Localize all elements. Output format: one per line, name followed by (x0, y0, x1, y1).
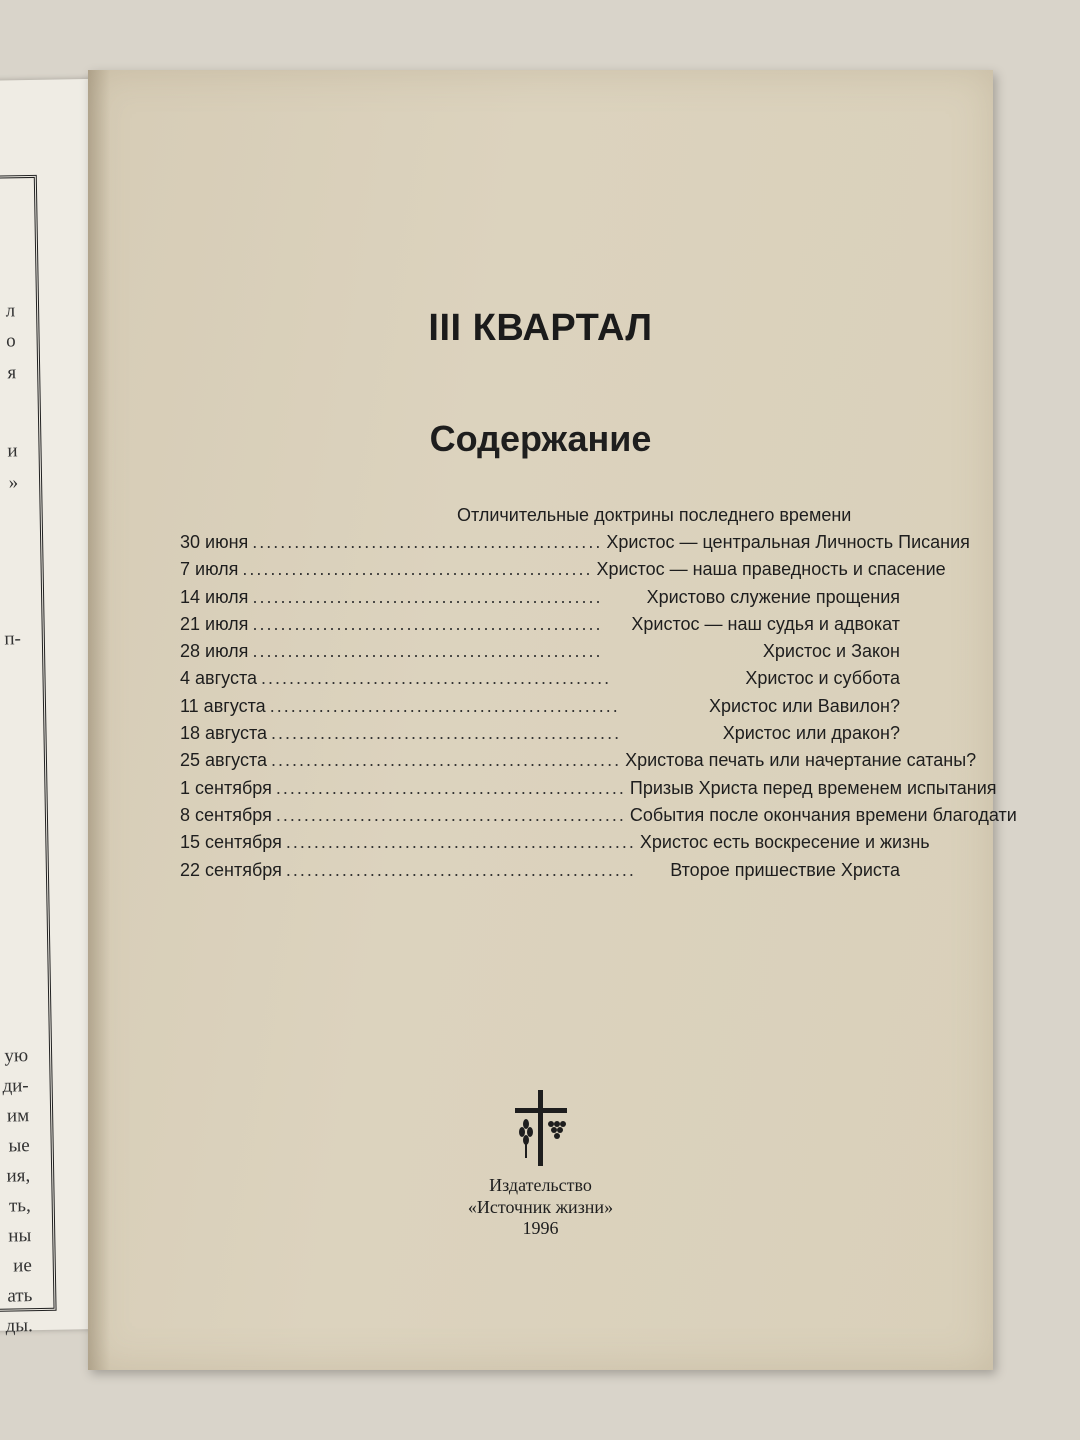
cross-wheat-grapes-icon (511, 1088, 571, 1168)
toc-row (180, 860, 900, 887)
toc-date: 14 июля (180, 586, 249, 607)
toc-row (180, 750, 977, 777)
toc-row (180, 696, 900, 723)
toc-row (180, 668, 900, 695)
toc-date: 7 июля (180, 559, 239, 580)
toc-title: Христос — наша праведность и спасение (596, 559, 946, 580)
left-fragment: ды. (5, 1315, 34, 1337)
toc-title: Христос есть воскресение и жизнь (639, 832, 930, 853)
left-fragment: ую (4, 1045, 29, 1067)
left-fragment: » (8, 472, 19, 494)
left-fragment: ны (8, 1225, 32, 1247)
publication-year: 1996 (522, 1218, 559, 1238)
toc-title: Второе пришествие Христа (670, 859, 900, 880)
publisher-label: Издательство (489, 1175, 592, 1195)
toc-row (180, 832, 930, 859)
left-fragment: ать (7, 1285, 33, 1307)
left-fragment: и (7, 440, 18, 462)
left-fragment: л (5, 300, 16, 322)
contents-heading: Содержание (429, 418, 652, 459)
left-fragment: им (6, 1105, 30, 1127)
toc-title: События после окончания времени благодати (629, 804, 1017, 825)
toc-date: 11 августа (180, 695, 266, 716)
publisher-name: «Источник жизни» (467, 1197, 614, 1217)
toc-date: 15 сентября (180, 832, 282, 853)
toc-title: Призыв Христа перед временем испытания (629, 777, 997, 798)
booklet-page (88, 70, 1017, 1370)
toc-row (180, 614, 900, 641)
toc-date: 4 августа (180, 668, 258, 689)
toc-date: 22 сентября (180, 859, 282, 880)
toc-title: Христос и суббота (745, 668, 900, 689)
toc-title: Христова печать или начертание сатаны? (625, 750, 977, 771)
toc-leader: .................................................. (269, 695, 620, 716)
left-fragment: ть, (8, 1195, 31, 1217)
toc-title: Христос и Закон (762, 641, 900, 662)
left-fragment: ия, (6, 1165, 31, 1187)
toc-leader: .................................................. (252, 532, 603, 552)
toc-leader: .................................................. (252, 613, 603, 634)
toc-date: 28 июля (180, 641, 249, 662)
publisher-block (88, 1088, 993, 1239)
left-fragment: я (7, 362, 17, 384)
toc-leader: .................................................. (285, 832, 636, 853)
toc-leader: .................................................. (271, 750, 622, 771)
toc-title: Христос — наш судья и адвокат (631, 613, 900, 634)
toc-title: Христово служение прощения (646, 586, 900, 607)
left-fragment: ди- (2, 1075, 29, 1097)
toc-date: 25 августа (180, 750, 268, 771)
toc-row (180, 559, 946, 586)
toc-title: Христос — центральная Личность Писания (606, 532, 970, 552)
toc-leader: .................................................. (252, 586, 603, 607)
toc-date: 1 сентября (180, 777, 272, 798)
toc-title: Христос или дракон? (722, 723, 900, 744)
toc-row (180, 641, 900, 668)
left-page-text (0, 80, 51, 1337)
toc-row (180, 723, 900, 750)
series-title: Отличительные доктрины последнего времени (457, 505, 852, 525)
left-fragment: ие (12, 1255, 32, 1277)
toc-leader: .................................................. (271, 723, 622, 744)
toc-leader: .................................................. (285, 859, 636, 880)
left-fragment: п- (4, 628, 22, 650)
toc-title: Христос или Вавилон? (708, 695, 900, 716)
left-fragment: ые (8, 1135, 30, 1157)
toc-row (180, 587, 900, 614)
toc-date: 18 августа (180, 723, 268, 744)
toc-row (180, 777, 997, 805)
toc-date: 30 июня (180, 532, 249, 552)
toc-date: 21 июля (180, 613, 249, 634)
left-fragment: о (5, 330, 16, 352)
quarter-title: III КВАРТАЛ (428, 307, 653, 349)
toc-row (180, 804, 1017, 832)
toc-leader: .................................................. (261, 668, 612, 689)
toc-leader: .................................................. (252, 641, 603, 662)
toc-leader: .................................................. (242, 559, 593, 580)
table-of-contents (180, 532, 1017, 887)
toc-leader: .................................................. (275, 804, 626, 825)
toc-row (180, 532, 970, 559)
toc-date: 8 сентября (180, 804, 272, 825)
toc-leader: .................................................. (275, 777, 626, 798)
